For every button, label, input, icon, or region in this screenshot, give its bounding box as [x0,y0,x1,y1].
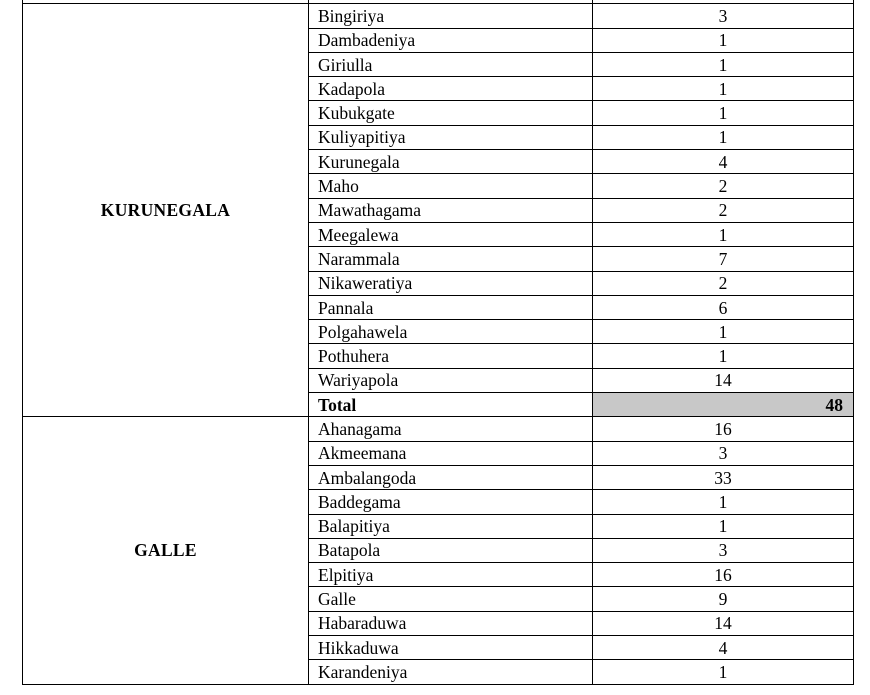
table-row [23,417,854,441]
count-cell: 1 [593,514,854,538]
count-cell: 2 [593,198,854,222]
table-row [23,4,854,28]
town-cell: Polgahawela [309,320,593,344]
count-cell: 6 [593,295,854,319]
count-cell: 1 [593,28,854,52]
town-cell: Wariyapola [309,368,593,392]
town-cell: Akmeemana [309,441,593,465]
town-cell: Nikaweratiya [309,271,593,295]
town-cell: Pothuhera [309,344,593,368]
count-cell: 16 [593,417,854,441]
total-label: Total [309,393,593,417]
town-cell: Kurunegala [309,150,593,174]
total-value: 48 [593,393,854,417]
town-cell: Karandeniya [309,660,593,684]
town-cell: Galle [309,587,593,611]
count-cell: 1 [593,490,854,514]
town-cell: Hikkaduwa [309,636,593,660]
town-cell: Mawathagama [309,198,593,222]
town-cell: Bingiriya [309,4,593,28]
count-cell: 16 [593,563,854,587]
district-table [22,0,854,685]
district-name-galle: GALLE [23,417,309,684]
count-cell: 1 [593,344,854,368]
town-cell: Giriulla [309,52,593,76]
count-cell: 1 [593,101,854,125]
count-cell: 1 [593,77,854,101]
count-cell: 9 [593,587,854,611]
town-cell: Kadapola [309,77,593,101]
count-cell: 3 [593,441,854,465]
count-cell: 7 [593,247,854,271]
town-cell: Ahanagama [309,417,593,441]
town-cell: Meegalewa [309,222,593,246]
count-cell: 1 [593,660,854,684]
town-cell: Ambalangoda [309,465,593,489]
count-cell: 1 [593,222,854,246]
count-cell: 14 [593,611,854,635]
town-cell: Pannala [309,295,593,319]
district-name-kurunegala: KURUNEGALA [23,4,309,417]
count-cell: 4 [593,636,854,660]
town-cell: Baddegama [309,490,593,514]
town-cell: Kubukgate [309,101,593,125]
count-cell: 2 [593,271,854,295]
count-cell: 2 [593,174,854,198]
count-cell: 1 [593,320,854,344]
count-cell: 1 [593,125,854,149]
count-cell: 3 [593,538,854,562]
count-cell: 33 [593,465,854,489]
town-cell: Kuliyapitiya [309,125,593,149]
count-cell: 14 [593,368,854,392]
count-cell: 3 [593,4,854,28]
town-cell: Dambadeniya [309,28,593,52]
town-cell: Narammala [309,247,593,271]
town-cell: Elpitiya [309,563,593,587]
count-cell: 1 [593,52,854,76]
count-cell: 4 [593,150,854,174]
town-cell: Maho [309,174,593,198]
town-cell: Batapola [309,538,593,562]
town-cell: Balapitiya [309,514,593,538]
town-cell: Habaraduwa [309,611,593,635]
